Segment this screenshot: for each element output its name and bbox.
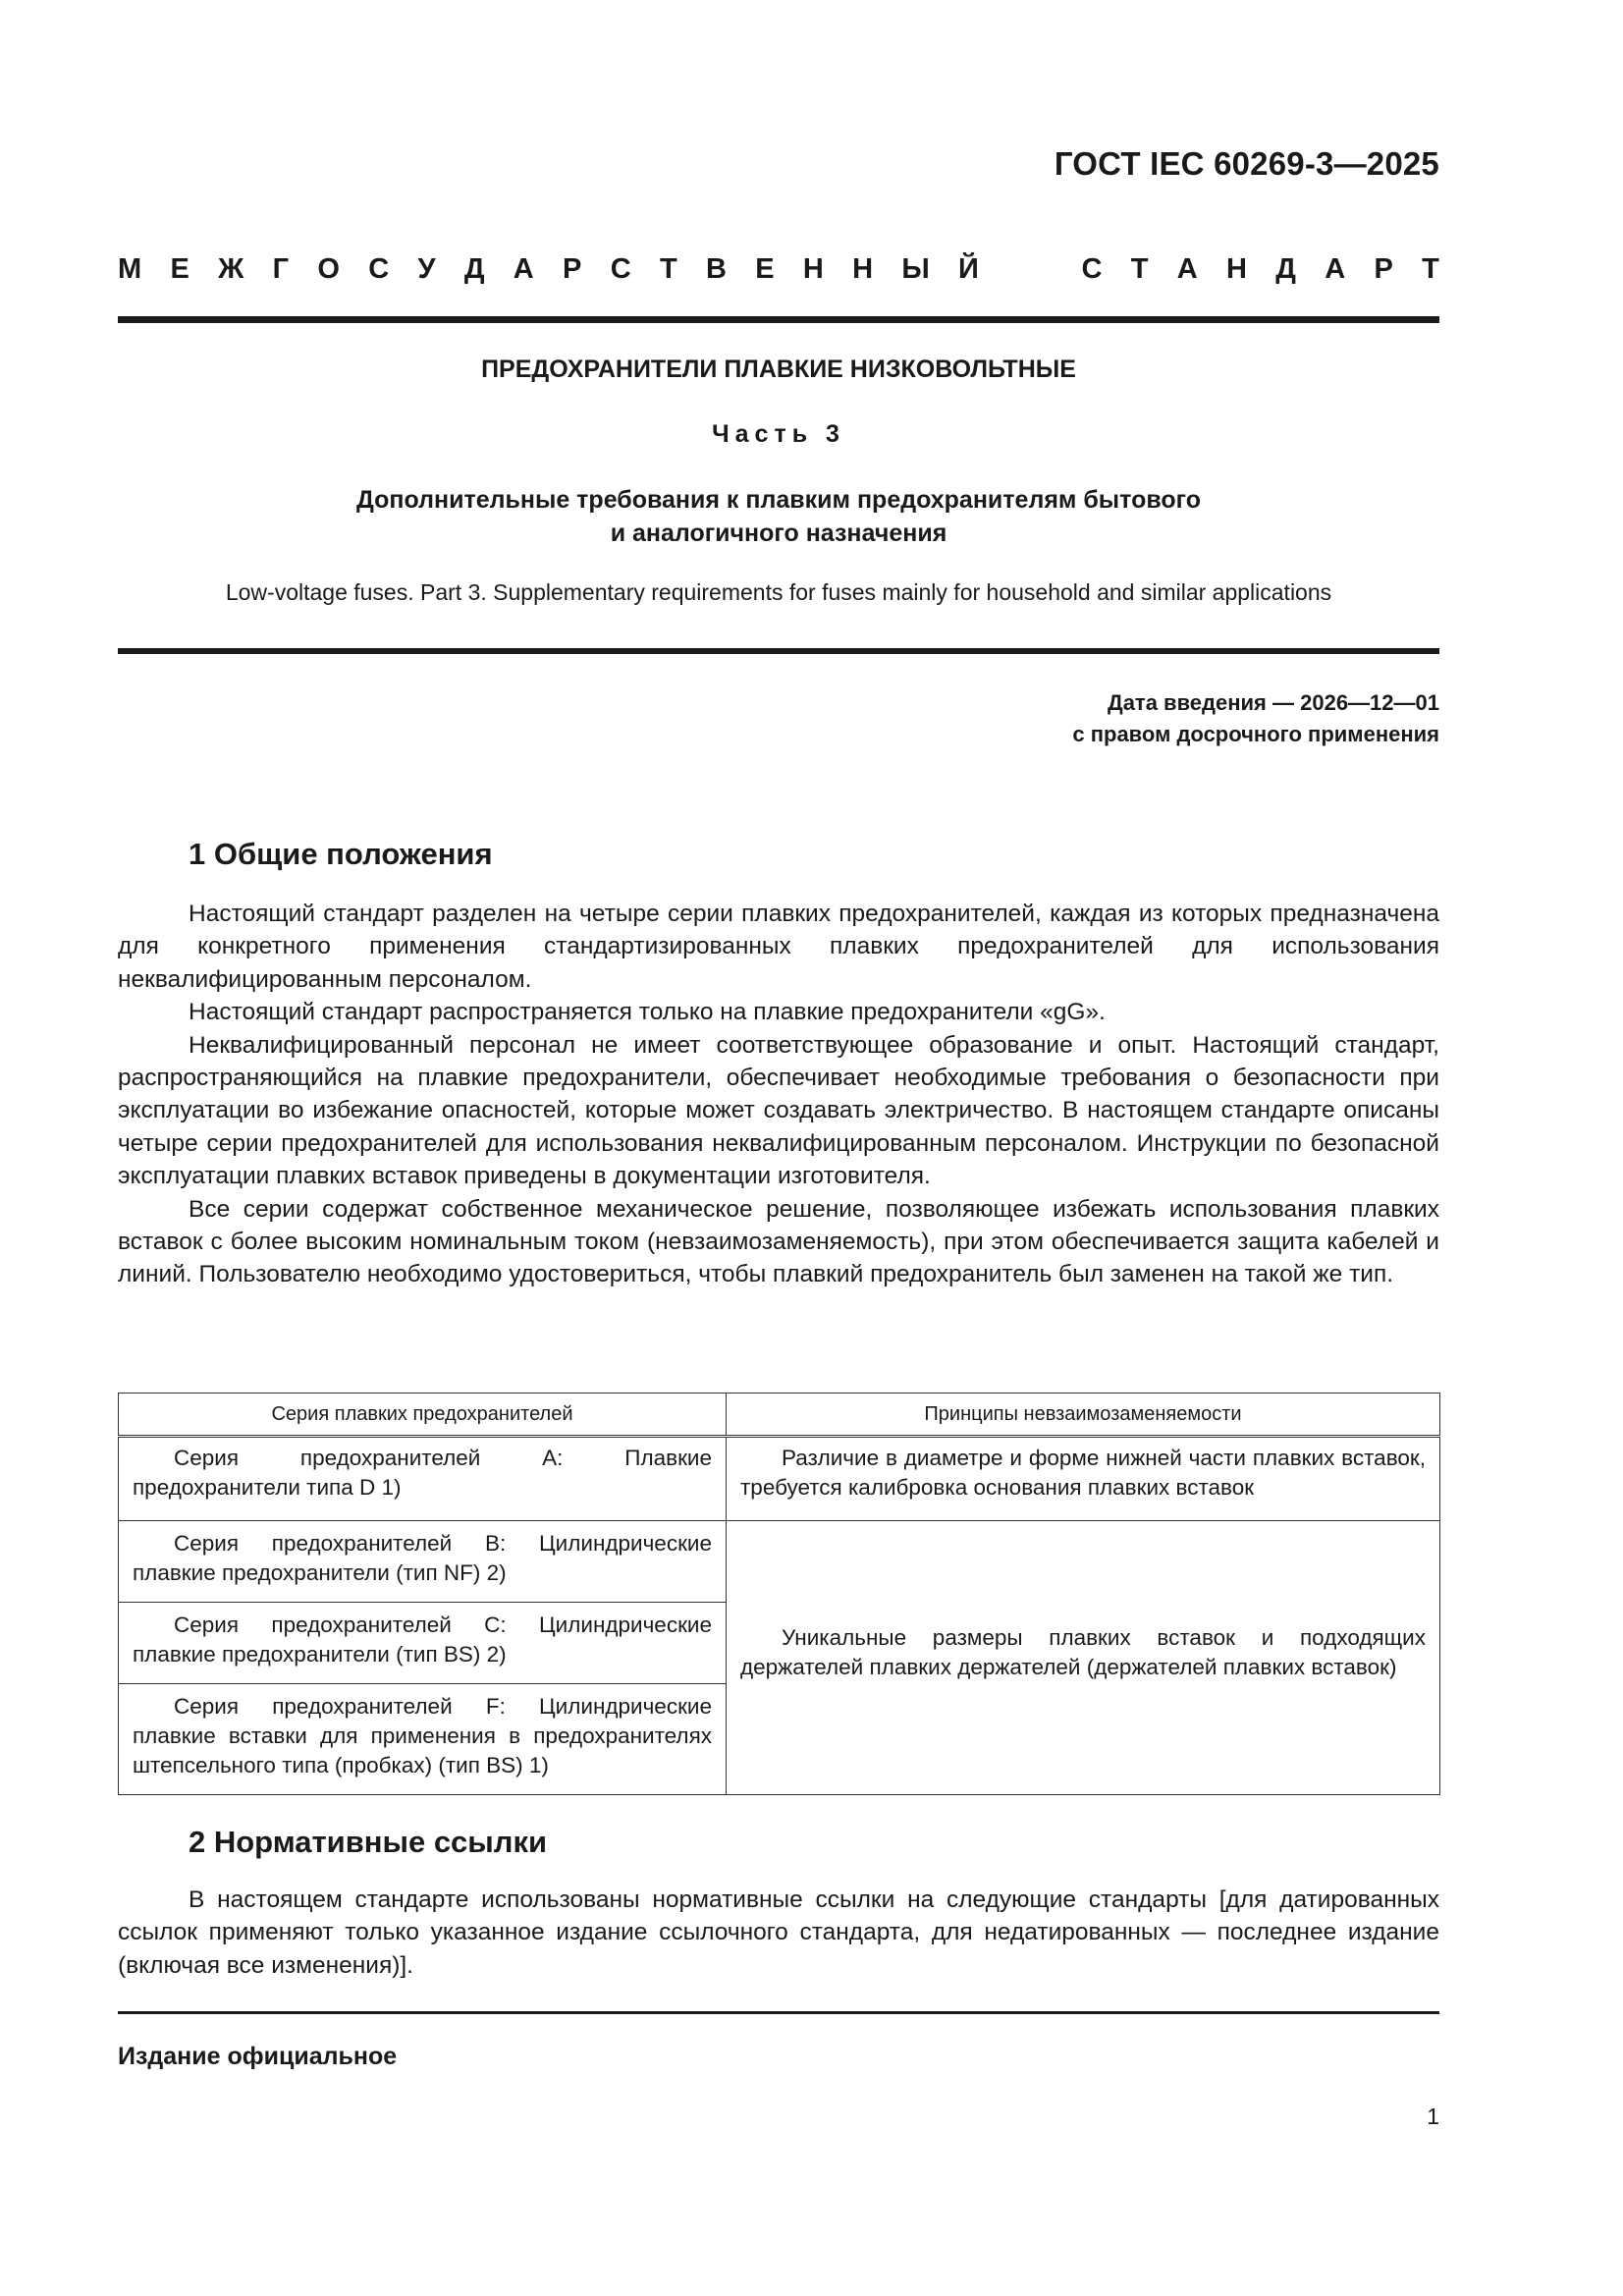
title-rule — [118, 648, 1439, 654]
title-main: ПРЕДОХРАНИТЕЛИ ПЛАВКИЕ НИЗКОВОЛЬТНЫЕ — [481, 355, 1076, 383]
banner-letter: Т — [1422, 253, 1439, 285]
banner-letter: Е — [755, 253, 775, 285]
introduction-date-line: Дата введения — 2026—12—01 — [1108, 690, 1439, 715]
banner-letter: У — [417, 253, 436, 285]
banner-letter: А — [513, 253, 534, 285]
banner-letter: С — [610, 253, 631, 285]
section1-paragraph: Неквалифицированный персонал не имеет соответствующее образование и опыт. Настоящий стандарт, распространяющийся на плавкие предохранители, обеспечивает необходимые требования о безопасности при эксплуатации во избежание опасностей, которые может создавать электричество. В настоящем стандарте описаны четыре серии предохранителей для использования неквалифицированным персоналом. Инструкции по безопасной эксплуатации плавких вставок приведены в документации изготовителя. — [118, 1031, 1439, 1190]
merged-principle-cell: Уникальные размеры плавких вставок и подходящих держателей плавких держателей (держателей плавких вставок) — [727, 1521, 1440, 1795]
early-application-line: с правом досрочного применения — [1072, 722, 1439, 746]
section1-paragraph: Настоящий стандарт разделен на четыре серии плавких предохранителей, каждая из которых предназначена для конкретного применения стандартизированных плавких предохранителей для использования неквалифицированным персоналом. — [118, 901, 1439, 993]
banner-letter: Р — [563, 253, 582, 285]
banner-letter: Й — [958, 253, 979, 285]
banner-letter: С — [368, 253, 390, 285]
official-edition-label: Издание официальное — [118, 2043, 398, 2070]
title-english: Low-voltage fuses. Part 3. Supplementary requirements for fuses mainly for household and similar applications — [225, 579, 1332, 605]
banner-letter: Г — [272, 253, 290, 285]
series-cell: Серия предохранителей F: Цилиндрические плавкие вставки для применения в предохранителях штепсельного типа (пробках) (тип BS) 1) — [119, 1684, 727, 1795]
banner-letter: А — [1325, 253, 1346, 285]
banner-letter: А — [1176, 253, 1198, 285]
title-subtitle-line1: Дополнительные требования к плавким предохранителям бытового — [356, 486, 1201, 514]
banner-letter: Д — [1275, 253, 1296, 285]
interstate-standard-banner — [118, 253, 1439, 293]
banner-letter: М — [118, 253, 142, 285]
banner-letter: В — [705, 253, 727, 285]
series-cell: Серия предохранителей С: Цилиндрические плавкие предохранители (тип BS) 2) — [119, 1603, 727, 1684]
page-number: 1 — [1427, 2104, 1439, 2129]
banner-letter: Н — [1226, 253, 1247, 285]
title-subtitle-line2: и аналогичного назначения — [610, 519, 947, 547]
table-header-principles: Принципы невзаимозаменяемости — [727, 1394, 1440, 1437]
principle-cell: Различие в диаметре и форме нижней части плавких вставок, требуется калибровка основания плавких вставок — [727, 1437, 1440, 1521]
banner-letter: Ж — [218, 253, 244, 285]
banner-letter: С — [1081, 253, 1103, 285]
table-header-row — [119, 1394, 1440, 1437]
banner-letter: Е — [170, 253, 189, 285]
section1-paragraph: Настоящий стандарт распространяется только на плавкие предохранители «gG». — [189, 999, 1106, 1026]
title-part: Часть 3 — [712, 420, 845, 448]
footer-rule — [118, 2011, 1439, 2014]
banner-letter: О — [317, 253, 340, 285]
document-code: ГОСТ IEC 60269-3—2025 — [1054, 145, 1439, 182]
banner-letter: Ы — [901, 253, 930, 285]
header-rule — [118, 316, 1439, 323]
section2-heading: 2 Нормативные ссылки — [189, 1825, 548, 1859]
banner-letter: Р — [1374, 253, 1393, 285]
fuse-series-table — [118, 1393, 1440, 1795]
section2-body — [118, 1884, 1439, 1982]
introduction-date — [1072, 687, 1439, 750]
banner-word-gap — [1007, 253, 1053, 293]
title-subtitle — [118, 483, 1439, 550]
series-cell: Серия предохранителей В: Цилиндрические плавкие предохранители (тип NF) 2) — [119, 1521, 727, 1603]
banner-letter: Т — [659, 253, 677, 285]
section2-paragraph: В настоящем стандарте использованы нормативные ссылки на следующие стандарты [для датированных ссылок применяют только указанное издание ссылочного стандарта, для недатированных — последнее издание (включая все изменения)]. — [118, 1886, 1439, 1979]
banner-letter: Н — [802, 253, 824, 285]
banner-letter: Д — [463, 253, 485, 285]
table-row — [119, 1437, 1440, 1521]
table-header-series: Серия плавких предохранителей — [119, 1394, 727, 1437]
section1-paragraph: Все серии содержат собственное механическое решение, позволяющее избежать использования плавких вставок с более высоким номинальным током (невзаимозаменяемость), при этом обеспечивается защита кабелей и линий. Пользователю необходимо удостовериться, чтобы плавкий предохранитель был заменен на такой же тип. — [118, 1195, 1439, 1288]
section1-body — [118, 898, 1439, 1291]
series-cell: Серия предохранителей А: Плавкие предохранители типа D 1) — [119, 1437, 727, 1521]
table-row — [119, 1521, 1440, 1603]
section1-heading: 1 Общие положения — [189, 837, 493, 871]
banner-letter: Н — [852, 253, 874, 285]
banner-letter: Т — [1130, 253, 1149, 285]
